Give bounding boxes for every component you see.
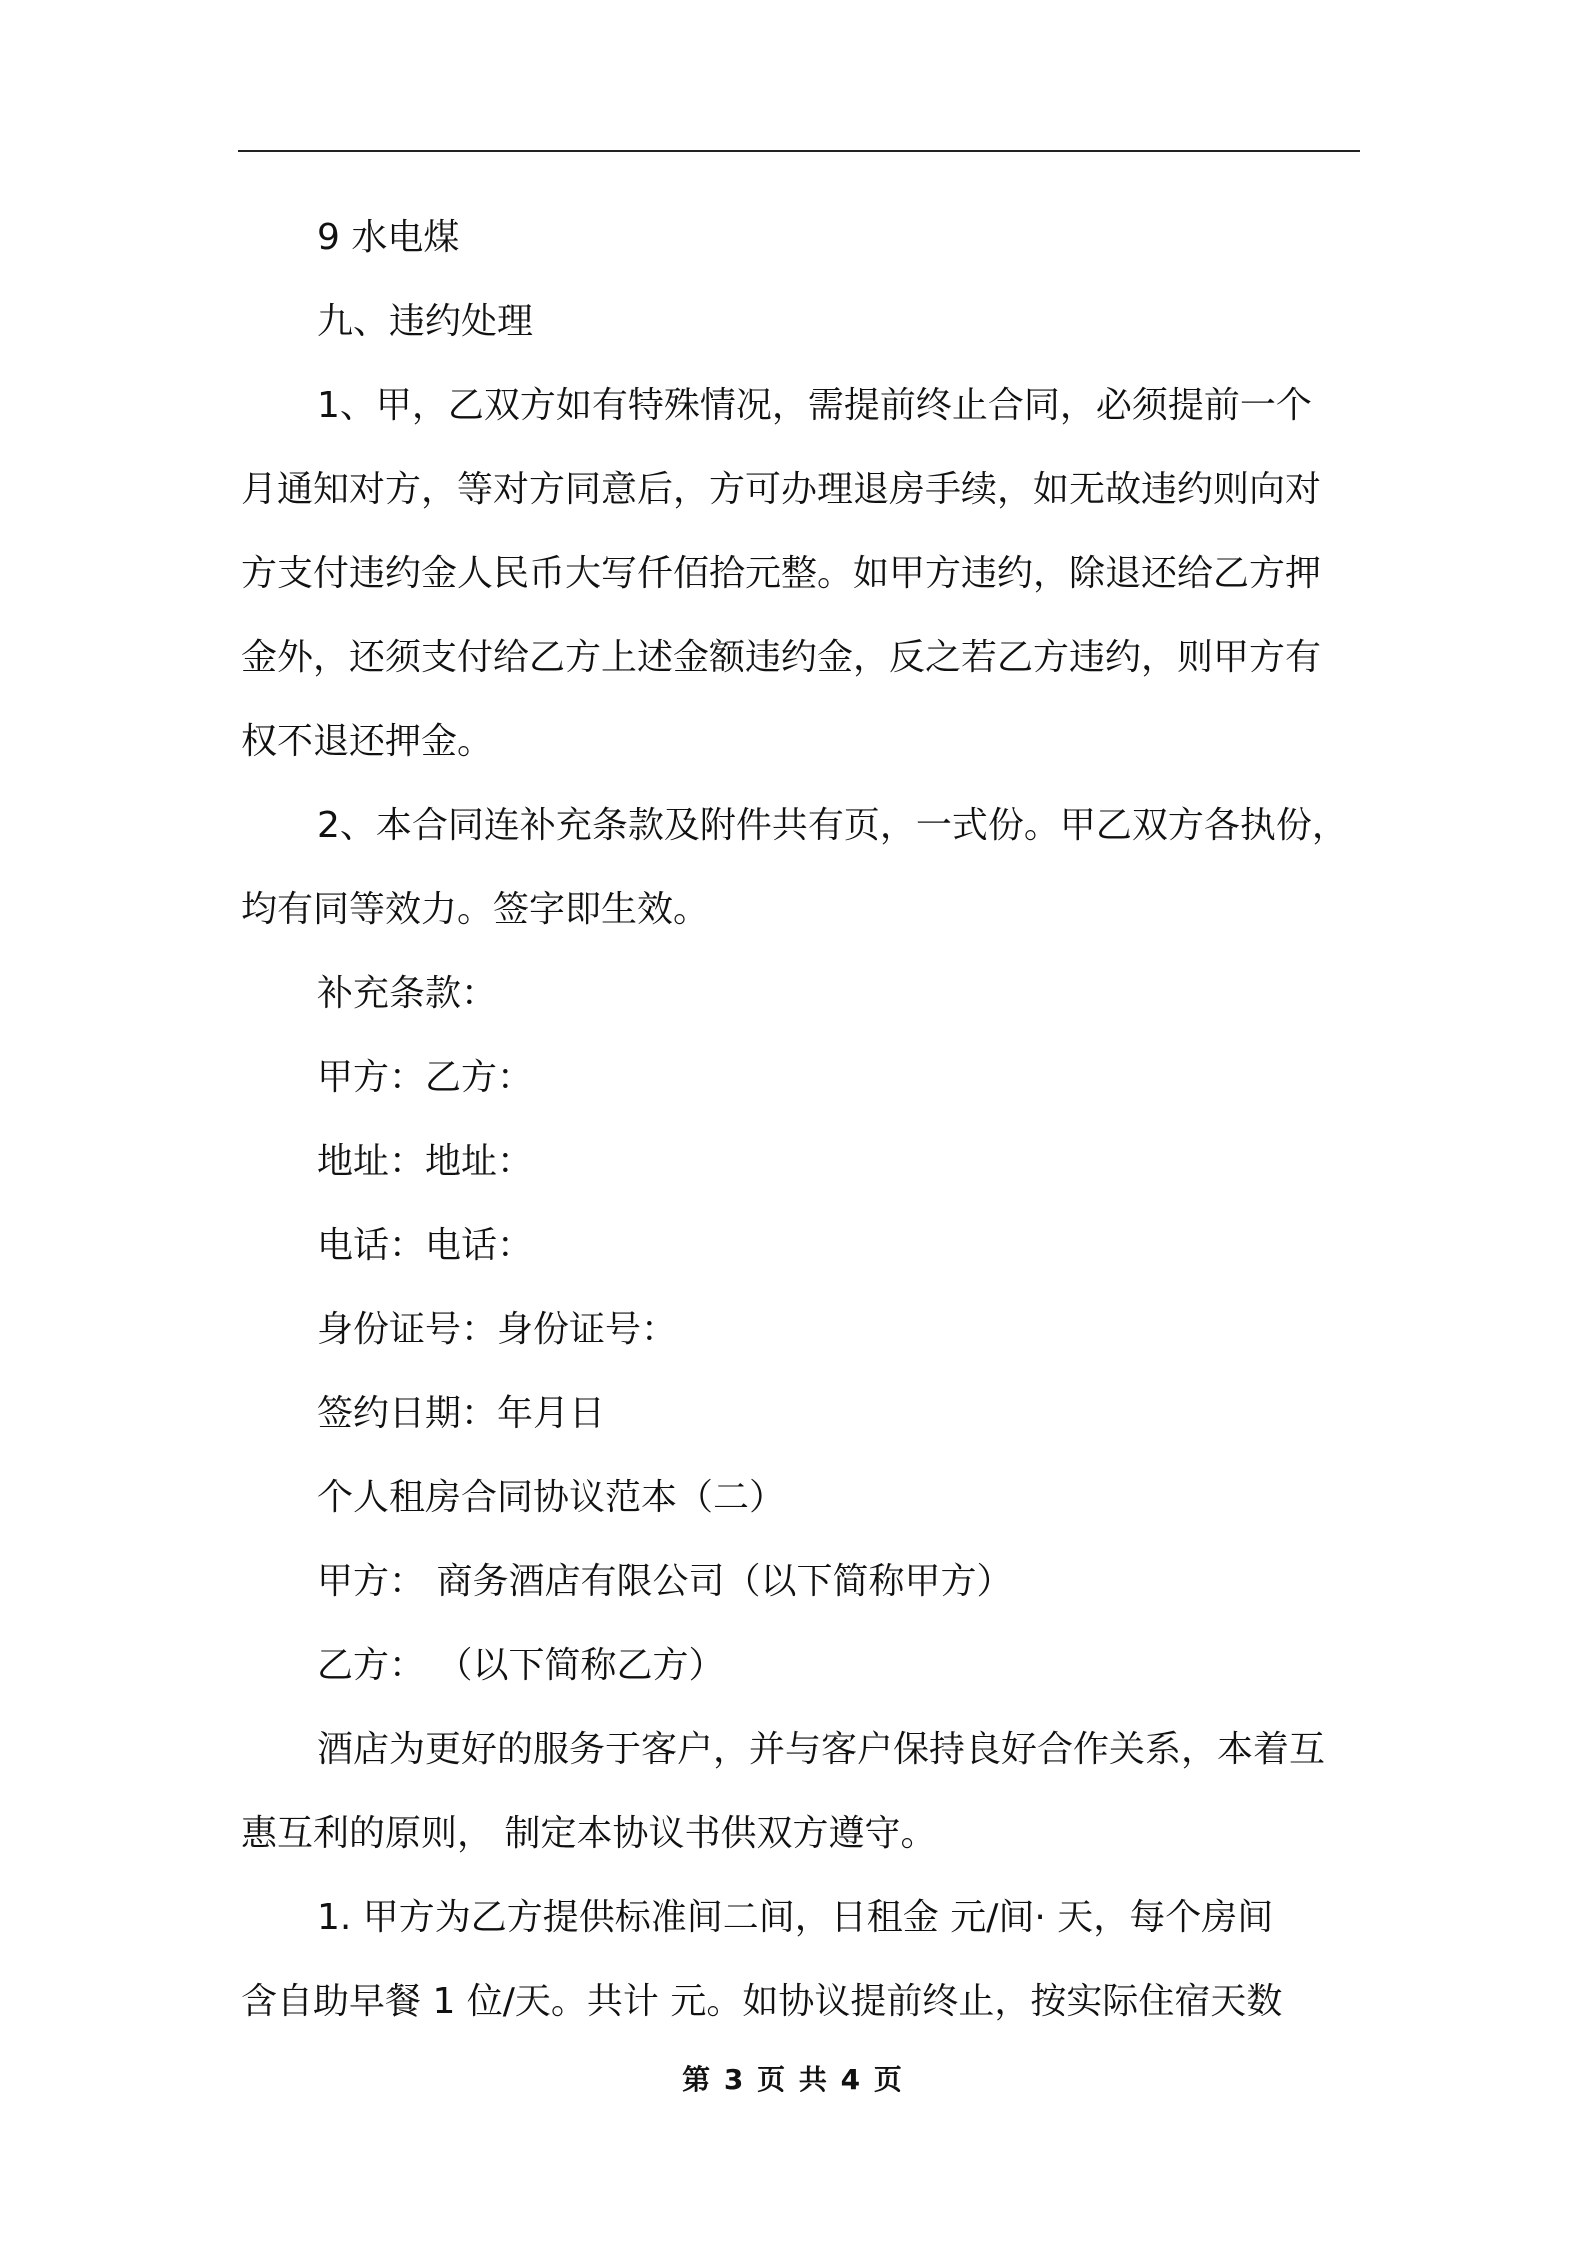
text-line: 九、违约处理 <box>317 301 534 342</box>
text-line: 乙方： （以下简称乙方） <box>317 1645 725 1686</box>
text-line: 1. 甲方为乙方提供标准间二间，日租金 元/间· 天，每个房间 <box>317 1897 1274 1938</box>
text-line: 个人租房合同协议范本（二） <box>317 1477 786 1518</box>
text-line: 月通知对方，等对方同意后，方可办理退房手续，如无故违约则向对 <box>241 469 1322 510</box>
text-line: 甲方：乙方： <box>317 1057 534 1098</box>
text-line: 含自助早餐 1 位/天。共计 元。如协议提前终止，按实际住宿天数 <box>241 1981 1283 2022</box>
text-line: 1、甲，乙双方如有特殊情况，需提前终止合同，必须提前一个 <box>317 385 1312 426</box>
page-number: 第 3 页 共 4 页 <box>682 2063 904 2096</box>
text-line: 权不退还押金。 <box>241 721 494 762</box>
text-line: 9 水电煤 <box>317 217 460 258</box>
document-body <box>241 196 1357 2044</box>
text-line: 补充条款： <box>317 973 498 1014</box>
text-line: 身份证号：身份证号： <box>317 1309 678 1350</box>
header-rule <box>238 150 1360 152</box>
text-line: 签约日期：年月日 <box>317 1393 606 1434</box>
text-line: 酒店为更好的服务于客户，并与客户保持良好合作关系，本着互 <box>317 1729 1326 1770</box>
text-line: 方支付违约金人民币大写仟佰拾元整。如甲方违约，除退还给乙方押 <box>241 553 1322 594</box>
text-line: 地址：地址： <box>317 1141 534 1182</box>
text-line: 金外，还须支付给乙方上述金额违约金，反之若乙方违约，则甲方有 <box>241 637 1322 678</box>
text-line: 甲方： 商务酒店有限公司（以下简称甲方） <box>317 1561 1013 1602</box>
text-line: 均有同等效力。签字即生效。 <box>241 889 710 930</box>
text-line: 惠互利的原则， 制定本协议书供双方遵守。 <box>241 1813 937 1854</box>
text-line: 2、本合同连补充条款及附件共有页，一式份。甲乙双方各执份， <box>317 805 1348 846</box>
text-line: 电话：电话： <box>317 1225 534 1266</box>
